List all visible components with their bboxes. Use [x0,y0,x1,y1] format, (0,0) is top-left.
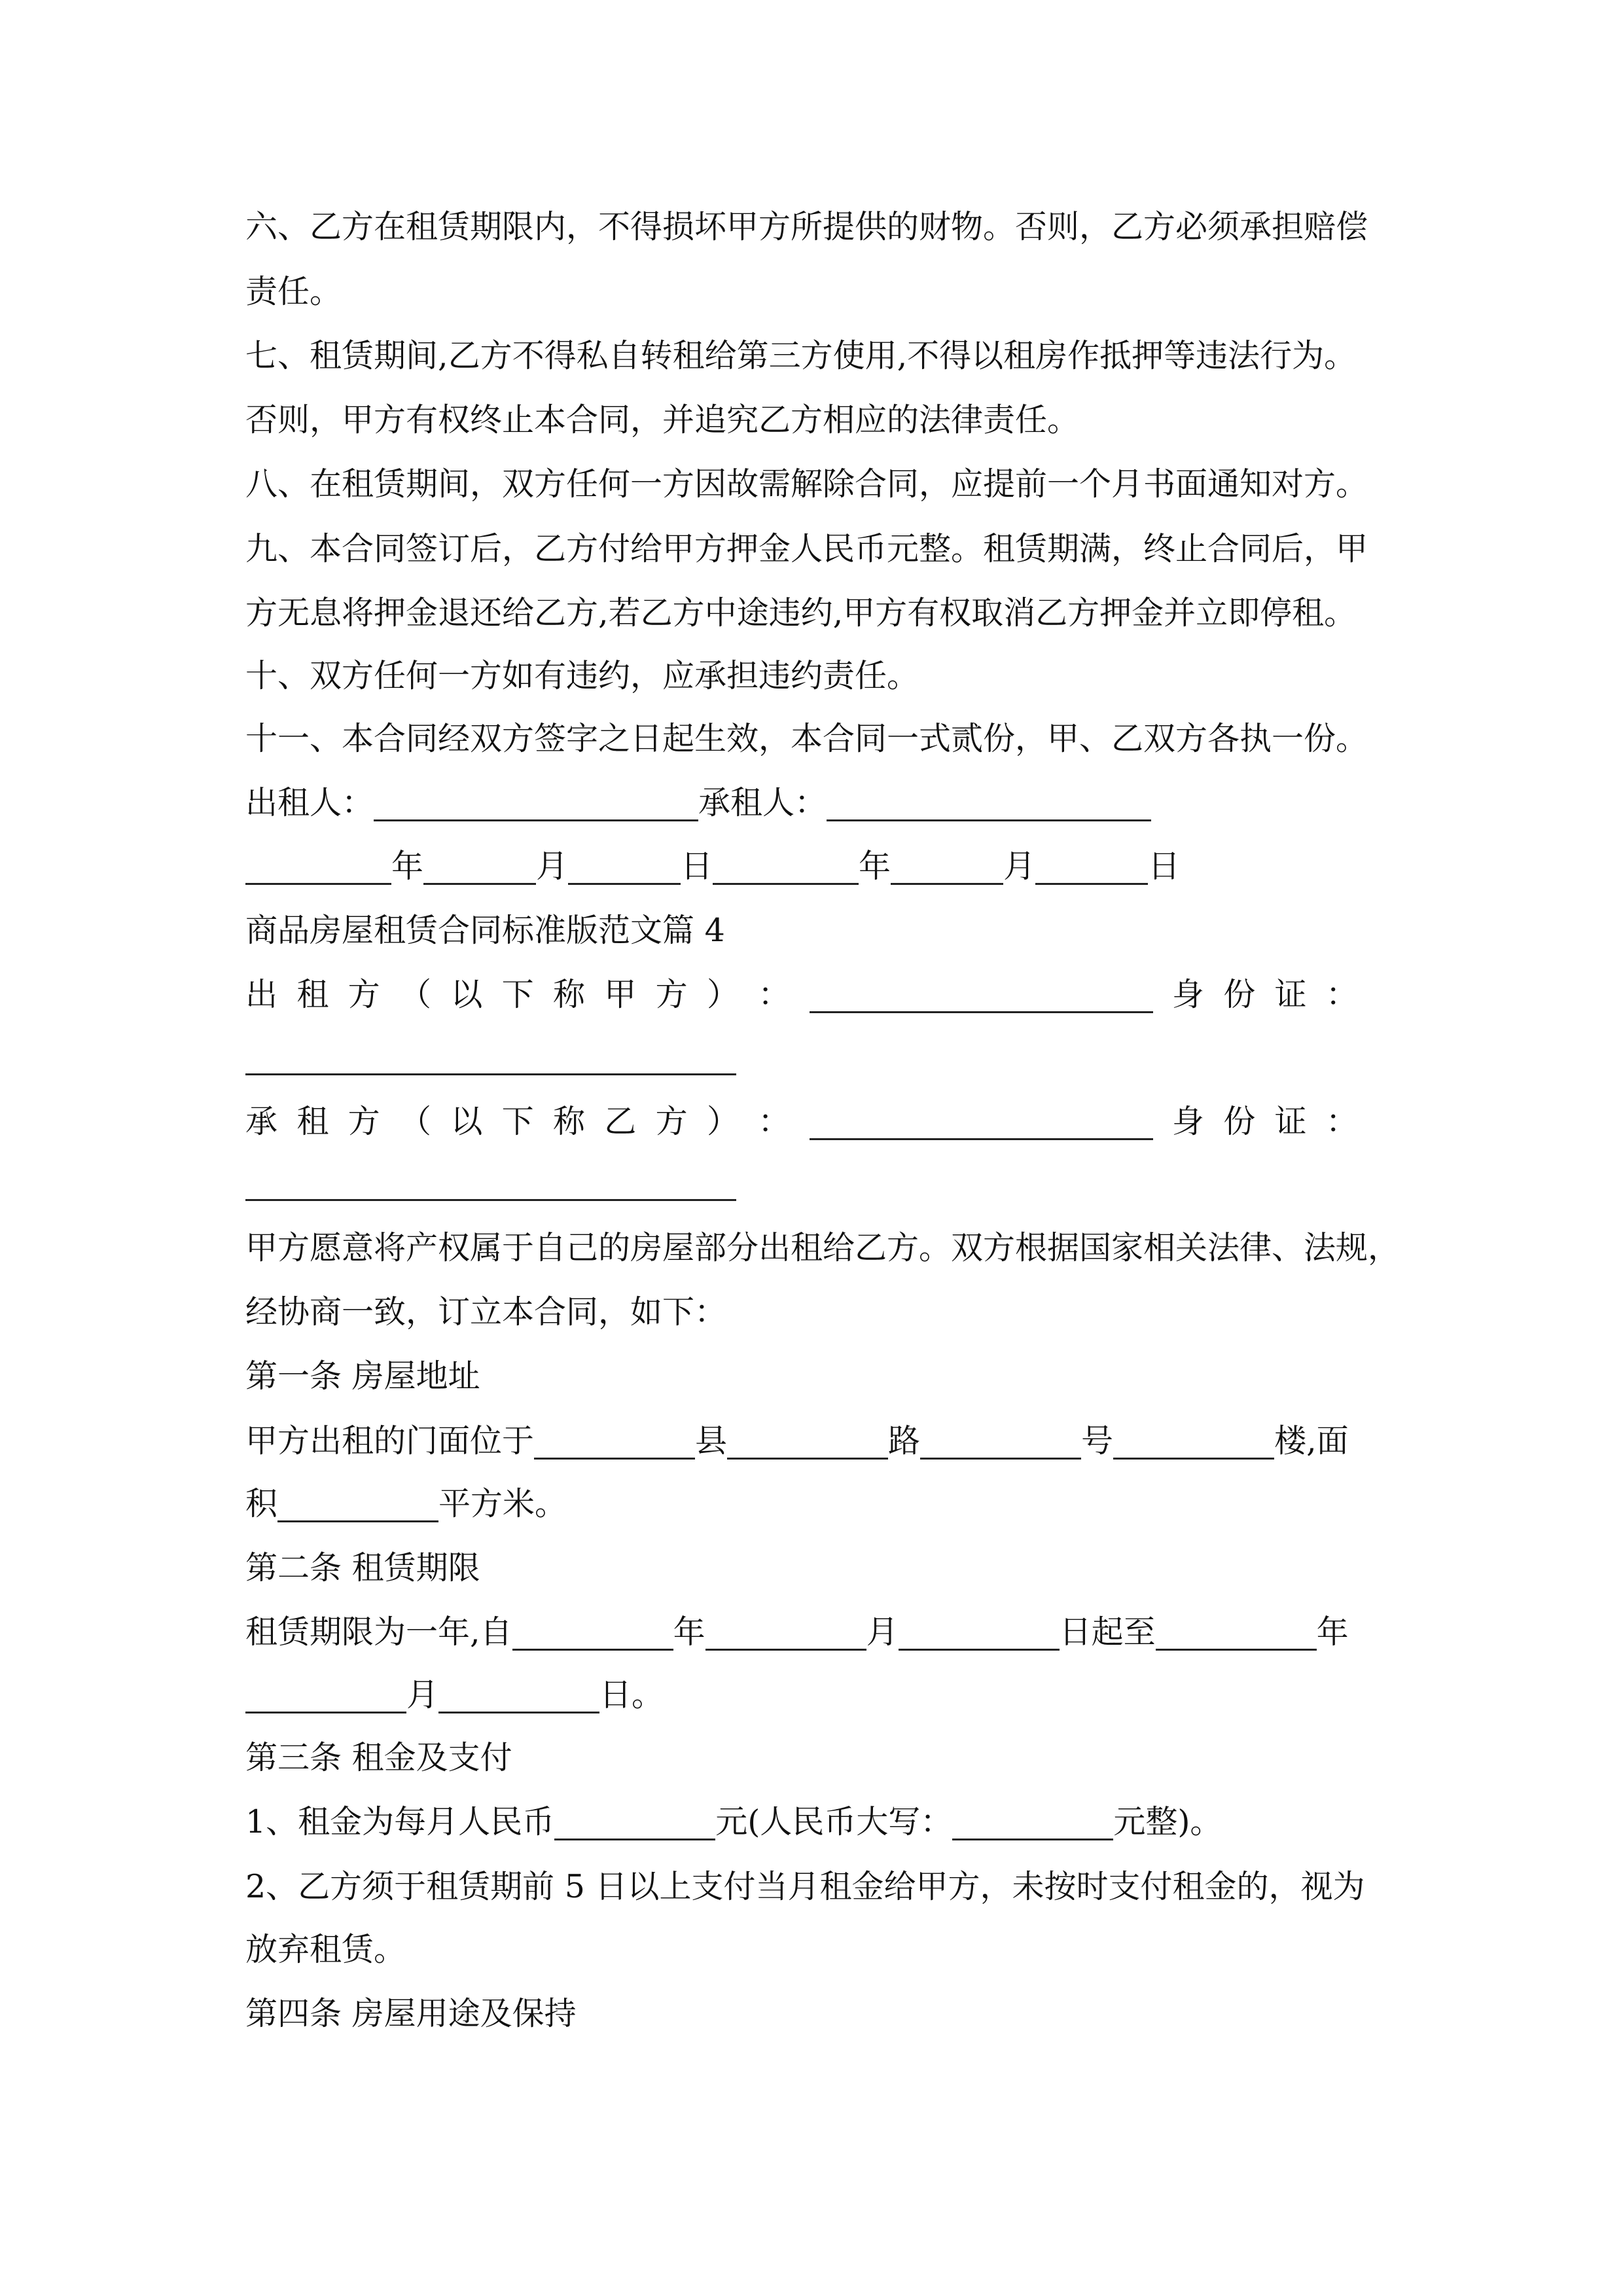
text: 年 [1316,1613,1349,1651]
clause-6-line2: 责任。 [245,273,342,310]
text: 路 [888,1422,921,1460]
char: 租 [296,1103,329,1140]
char: 份 [1223,976,1256,1013]
char: ： [758,1103,791,1140]
char: 证 [1274,1103,1307,1140]
rent-amount-blank[interactable] [554,1806,715,1840]
day-label: 日 [1148,848,1181,885]
char: ） [706,1103,739,1140]
end-month-blank[interactable] [245,1679,406,1713]
month-blank[interactable] [423,850,536,885]
char: （ [399,976,431,1013]
year-label: 年 [391,848,424,885]
clause-7-line1: 七、租赁期间,乙方不得私自转租给第三方使用,不得以租房作抵押等违法行为。 [245,337,1357,374]
char: 份 [1223,1103,1256,1140]
number-blank[interactable] [920,1425,1081,1460]
lessor-blank[interactable] [374,787,698,821]
char: ： [1325,1103,1358,1140]
char: 方 [348,976,380,1013]
month-label: 月 [536,848,569,885]
article-4-heading: 第四条 房屋用途及保持 [245,1995,577,2032]
day-label: 日 [681,848,713,885]
text: 元(人民币大写： [715,1803,953,1840]
intro-line1: 甲方愿意将产权属于自己的房屋部分出租给乙方。双方根据国家相关法律、法规， [245,1229,1400,1266]
year-blank[interactable] [245,850,391,885]
article-3-heading: 第三条 租金及支付 [245,1739,512,1776]
char: 下 [501,976,534,1013]
text: 甲方出租的门面位于 [245,1422,535,1460]
text: 租赁期限为一年,自 [245,1613,512,1651]
year-label: 年 [859,848,891,885]
party-b-id-blank[interactable] [245,1166,736,1201]
county-blank[interactable] [534,1425,695,1460]
party-b-line [245,1103,1358,1140]
char: 下 [501,1103,534,1140]
text: 平方米。 [438,1485,567,1522]
party-a-line [245,977,1358,1013]
article-1-line2 [245,1486,567,1522]
text: 日。 [599,1676,664,1713]
text: 元整)。 [1113,1803,1222,1840]
char: ： [758,976,791,1013]
party-a-id-blank[interactable] [245,1041,736,1075]
start-day-blank[interactable] [899,1616,1060,1651]
day-blank[interactable] [568,850,681,885]
text: 号 [1081,1422,1114,1460]
clause-8: 八、在租赁期间，双方任何一方因故需解除合同，应提前一个月书面通知对方。 [245,465,1368,503]
clause-9-line1: 九、本合同签订后，乙方付给甲方押金人民币元整。租赁期满，终止合同后，甲 [245,530,1368,567]
section-title: 商品房屋租赁合同标准版范文篇 4 [245,912,725,949]
char: 方 [655,1103,688,1140]
char: 方 [655,976,688,1013]
month-label: 月 [1003,848,1036,885]
char: 称 [552,976,585,1013]
article-2-line2 [245,1677,664,1713]
char: 承 [245,1103,278,1140]
char: （ [399,1103,431,1140]
end-day-blank[interactable] [438,1679,599,1713]
text: 日起至 [1059,1613,1156,1651]
clause-7-line2: 否则，甲方有权终止本合同，并追究乙方相应的法律责任。 [245,401,1080,439]
char: ： [1325,976,1358,1013]
article-1-heading: 第一条 房屋地址 [245,1357,480,1395]
text: 县 [695,1422,728,1460]
char: 方 [348,1103,380,1140]
text: 月 [866,1613,899,1651]
char: 以 [450,1103,483,1140]
clause-11: 十一、本合同经双方签字之日起生效，本合同一式贰份，甲、乙双方各执一份。 [245,720,1368,757]
clause-9-line2: 方无息将押金退还给乙方,若乙方中途违约,甲方有权取消乙方押金并立即停租。 [245,594,1357,632]
day-blank[interactable] [1035,850,1148,885]
year-blank[interactable] [713,850,859,885]
start-month-blank[interactable] [705,1616,866,1651]
text: 积 [245,1485,278,1522]
lessor-label: 出租人： [245,784,374,821]
article-3-item2-line1: 2、乙方须于租赁期前 5 日以上支付当月租金给甲方，未按时支付租金的，视为 [245,1868,1365,1905]
lessee-blank[interactable] [827,787,1151,821]
clause-6-line1: 六、乙方在租赁期限内，不得损坏甲方所提供的财物。否则，乙方必须承担赔偿 [245,208,1368,245]
month-blank[interactable] [891,850,1003,885]
article-2-heading: 第二条 租赁期限 [245,1549,480,1587]
party-a-name-blank[interactable] [810,978,1153,1013]
char: 甲 [604,976,637,1013]
lessee-label: 承租人： [698,784,827,821]
article-3-item2-line2: 放弃租赁。 [245,1931,406,1968]
rent-amount-words-blank[interactable] [952,1806,1113,1840]
text: 1、租金为每月人民币 [245,1803,555,1840]
char: 证 [1274,976,1307,1013]
end-year-blank[interactable] [1156,1616,1317,1651]
char: 身 [1171,976,1204,1013]
road-blank[interactable] [727,1425,888,1460]
intro-line2: 经协商一致，订立本合同，如下： [245,1293,727,1331]
party-b-name-blank[interactable] [810,1105,1153,1140]
article-1-line1 [245,1423,1349,1460]
date-line [245,848,1180,885]
article-2-line1 [245,1614,1349,1651]
building-blank[interactable] [1113,1425,1274,1460]
article-3-item1 [245,1804,1222,1840]
char: 出 [245,976,278,1013]
start-year-blank[interactable] [512,1616,673,1651]
char: ） [706,976,739,1013]
char: 称 [552,1103,585,1140]
char: 租 [296,976,329,1013]
signature-line [245,785,1151,821]
clause-10: 十、双方任何一方如有违约，应承担违约责任。 [245,657,919,694]
char: 身 [1171,1103,1204,1140]
text: 月 [406,1676,439,1713]
text: 楼,面 [1274,1422,1349,1460]
text: 年 [673,1613,705,1651]
char: 以 [450,976,483,1013]
char: 乙 [604,1103,637,1140]
area-blank[interactable] [277,1488,438,1522]
